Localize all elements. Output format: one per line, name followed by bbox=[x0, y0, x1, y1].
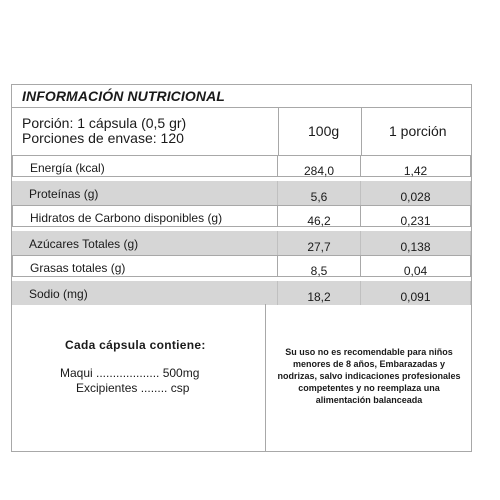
serving-size: Porción: 1 cápsula (0,5 gr) bbox=[22, 115, 187, 131]
value-per-100g: 46,2 bbox=[307, 214, 331, 228]
value-per-100g-cell bbox=[278, 205, 361, 227]
nutrient-name-cell bbox=[12, 255, 278, 277]
value-per-portion-cell bbox=[361, 231, 471, 255]
value-per-100g: 27,7 bbox=[307, 240, 331, 254]
value-per-portion: 0,091 bbox=[400, 290, 431, 304]
column-header-100g: 100g bbox=[308, 123, 340, 139]
nutrient-row bbox=[12, 205, 471, 227]
nutrient-name-cell bbox=[12, 281, 278, 305]
nutrient-name-cell bbox=[12, 155, 278, 177]
serving-description bbox=[22, 116, 186, 146]
nutrient-row bbox=[12, 231, 471, 255]
value-per-portion-cell bbox=[361, 255, 471, 277]
nutrient-name: Proteínas (g) bbox=[29, 187, 99, 201]
nutrient-name: Azúcares Totales (g) bbox=[29, 237, 139, 251]
value-per-portion: 0,04 bbox=[403, 264, 428, 278]
column-divider bbox=[361, 108, 362, 156]
nutrient-name-cell bbox=[12, 231, 278, 255]
value-per-100g-cell bbox=[278, 255, 361, 277]
value-per-portion: 1,42 bbox=[403, 164, 428, 178]
value-per-100g-cell bbox=[278, 231, 361, 255]
nutrient-name: Hidratos de Carbono disponibles (g) bbox=[30, 211, 223, 225]
nutrient-name-cell bbox=[12, 181, 278, 205]
nutrient-name: Grasas totales (g) bbox=[30, 261, 126, 275]
capsule-contents-heading: Cada cápsula contiene: bbox=[65, 338, 206, 352]
serving-info-row bbox=[12, 108, 471, 157]
value-per-portion: 0,231 bbox=[400, 214, 431, 228]
capsule-contents-box bbox=[12, 304, 265, 452]
ingredient-excipients: Excipientes ........ csp bbox=[76, 381, 190, 395]
column-divider bbox=[278, 108, 279, 156]
value-per-portion-cell bbox=[361, 281, 471, 305]
value-per-100g: 18,2 bbox=[307, 290, 331, 304]
value-per-portion: 0,028 bbox=[400, 190, 431, 204]
value-per-100g: 284,0 bbox=[303, 164, 335, 178]
ingredient-maqui: Maqui ................... 500mg bbox=[60, 366, 200, 380]
value-per-100g-cell bbox=[278, 181, 361, 205]
nutrient-row bbox=[12, 281, 471, 305]
warning-text: Su uso no es recomendable para niños menores de 8 años, Embarazadas y nodrizas, salvo indicaciones profesionales competentes y no reemplaza una alimentación balanceada bbox=[277, 347, 461, 405]
nutrient-row bbox=[12, 155, 471, 177]
nutrient-row bbox=[12, 255, 471, 277]
value-per-100g-cell bbox=[278, 155, 361, 177]
column-header-portion: 1 porción bbox=[389, 123, 447, 139]
value-per-portion: 0,138 bbox=[400, 240, 431, 254]
warning-box bbox=[265, 304, 471, 452]
nutrient-row bbox=[12, 181, 471, 205]
value-per-100g: 8,5 bbox=[310, 264, 328, 278]
servings-per-container: Porciones de envase: 120 bbox=[22, 130, 184, 146]
nutrition-title: INFORMACIÓN NUTRICIONAL bbox=[22, 88, 225, 104]
value-per-100g: 5,6 bbox=[310, 190, 328, 204]
nutrient-name: Energía (kcal) bbox=[30, 161, 105, 175]
nutrient-name: Sodio (mg) bbox=[29, 287, 88, 301]
nutrition-title-bar bbox=[12, 85, 471, 108]
nutrition-facts-panel bbox=[11, 84, 472, 452]
value-per-portion-cell bbox=[361, 181, 471, 205]
value-per-portion-cell bbox=[361, 205, 471, 227]
value-per-portion-cell bbox=[361, 155, 471, 177]
nutrient-name-cell bbox=[12, 205, 278, 227]
value-per-100g-cell bbox=[278, 281, 361, 305]
